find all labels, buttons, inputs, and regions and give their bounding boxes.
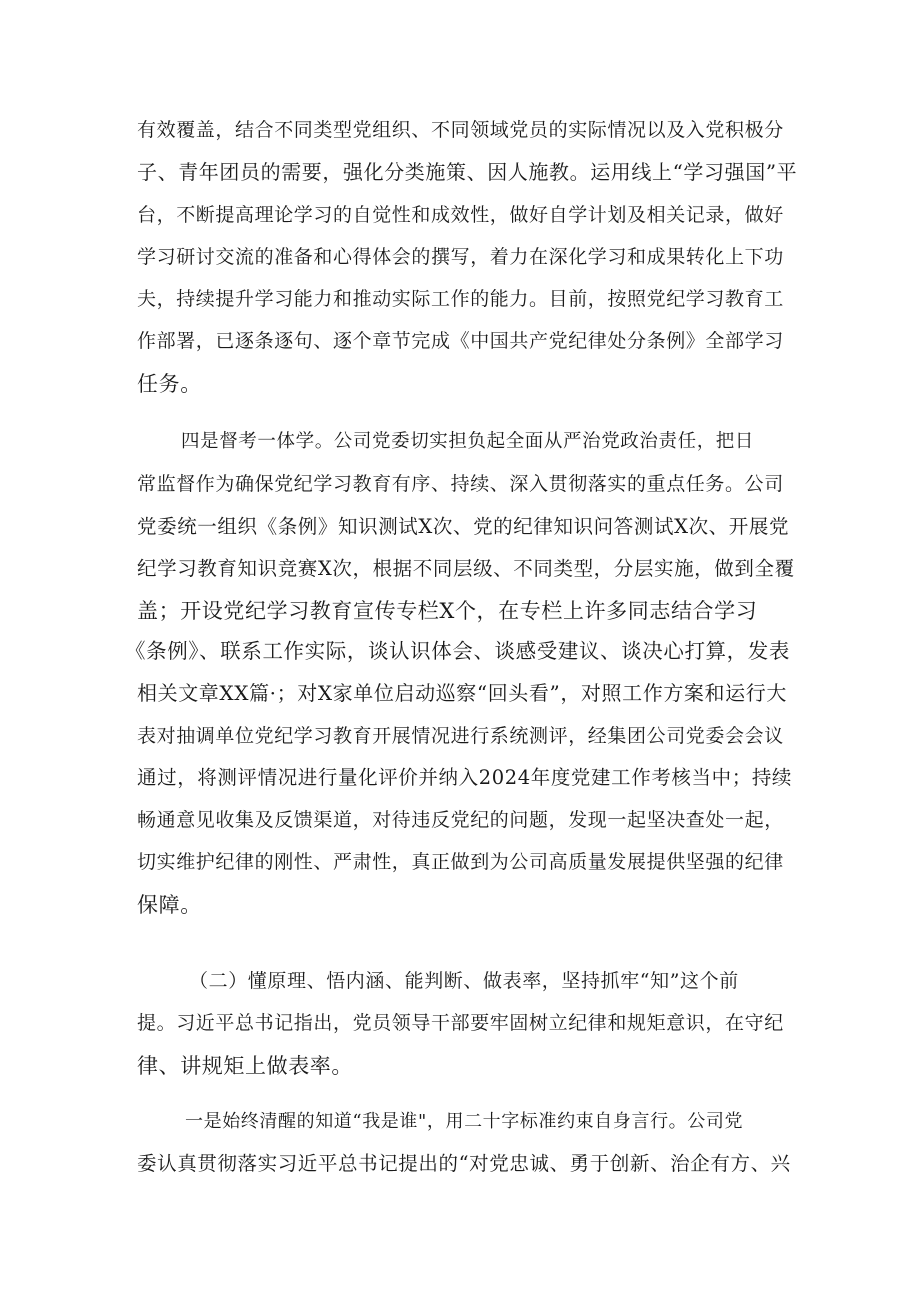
text-line: 律、讲规矩上做表率。 xyxy=(137,1053,353,1078)
text-line: 台，不断提高理论学习的自觉性和成效性，做好自学计划及相关记录，做好 xyxy=(137,203,784,226)
text-line: 党委统一组织《条例》知识测试X次、党的纪律知识问答测试X次、开展党 xyxy=(137,514,790,538)
text-line: 相关文章XX篇·；对X家单位启动巡察“回头看”，对照工作方案和运行大 xyxy=(137,681,787,706)
text-line: 任务。 xyxy=(137,371,202,396)
text-line: 提。习近平总书记指出，党员领导干部要牢固树立纪律和规矩意识，在守纪 xyxy=(137,1012,784,1035)
section-heading-paragraph xyxy=(137,960,797,1087)
text-line: 通过，将测评情况进行量化评价并纳入2024年度党建工作考核当中；持续 xyxy=(137,765,793,789)
text-line: 常监督作为确保党纪学习教育有序、持续、深入贯彻落实的重点任务。公司 xyxy=(137,473,784,496)
text-line: 保障。 xyxy=(137,892,202,917)
text-line: 作部署，已逐条逐句、逐个章节完成《中国共产党纪律处分条例》全部学习 xyxy=(137,330,784,353)
text-line: 《条例》、联系工作实际，谈认识体会、谈感受建议、谈决心打算，发表 xyxy=(125,639,790,663)
text-line: 有效覆盖，结合不同类型党组织、不同领域党员的实际情况以及入党积极分 xyxy=(137,119,784,141)
text-line: 纪学习教育知识竞赛X次，根据不同层级、不同类型，分层实施，做到全覆 xyxy=(137,556,795,580)
paragraph-supervision-continued xyxy=(125,630,797,926)
text-line: 切实维护纪律的刚性、严肃性，真正做到为公司高质量发展提供坚强的纪律 xyxy=(137,851,784,874)
text-line: 一是始终清醒的知道“我是谁"，用二十字标准约束自身言行。公司党 xyxy=(185,1111,744,1132)
paragraph-supervision-study xyxy=(137,421,797,632)
text-line: 学习研讨交流的准备和心得体会的撰写，着力在深化学习和成果转化上下功 xyxy=(137,245,784,268)
text-line: 夫，持续提升学习能力和推动实际工作的能力。目前，按照党纪学习教育工 xyxy=(137,288,784,311)
text-line: 盖；开设党纪学习教育宣传专栏X个，在专栏上许多同志结合学习 xyxy=(137,599,758,624)
text-line: 子、青年团员的需要，强化分类施策、因人施教。运用线上“学习强国”平 xyxy=(137,160,798,185)
text-line: 表对抽调单位党纪学习教育开展情况进行系统测评，经集团公司党委会会议 xyxy=(137,724,784,747)
text-line: （二）懂原理、悟内涵、能判断、做表率，坚持抓牢“知”这个前 xyxy=(189,970,739,992)
paragraph-know-who-i-am xyxy=(137,1101,797,1186)
text-line: 委认真贯彻落实习近平总书记提出的“对党忠诚、勇于创新、治企有方、兴 xyxy=(137,1152,791,1176)
text-line: 四是督考一体学。公司党委切实担负起全面从严治党政治责任，把日 xyxy=(181,431,755,452)
paragraph-coverage-study xyxy=(137,109,797,405)
text-line: 畅通意见收集及反馈渠道，对待违反党纪的问题，发现一起坚决查处一起， xyxy=(137,809,784,832)
